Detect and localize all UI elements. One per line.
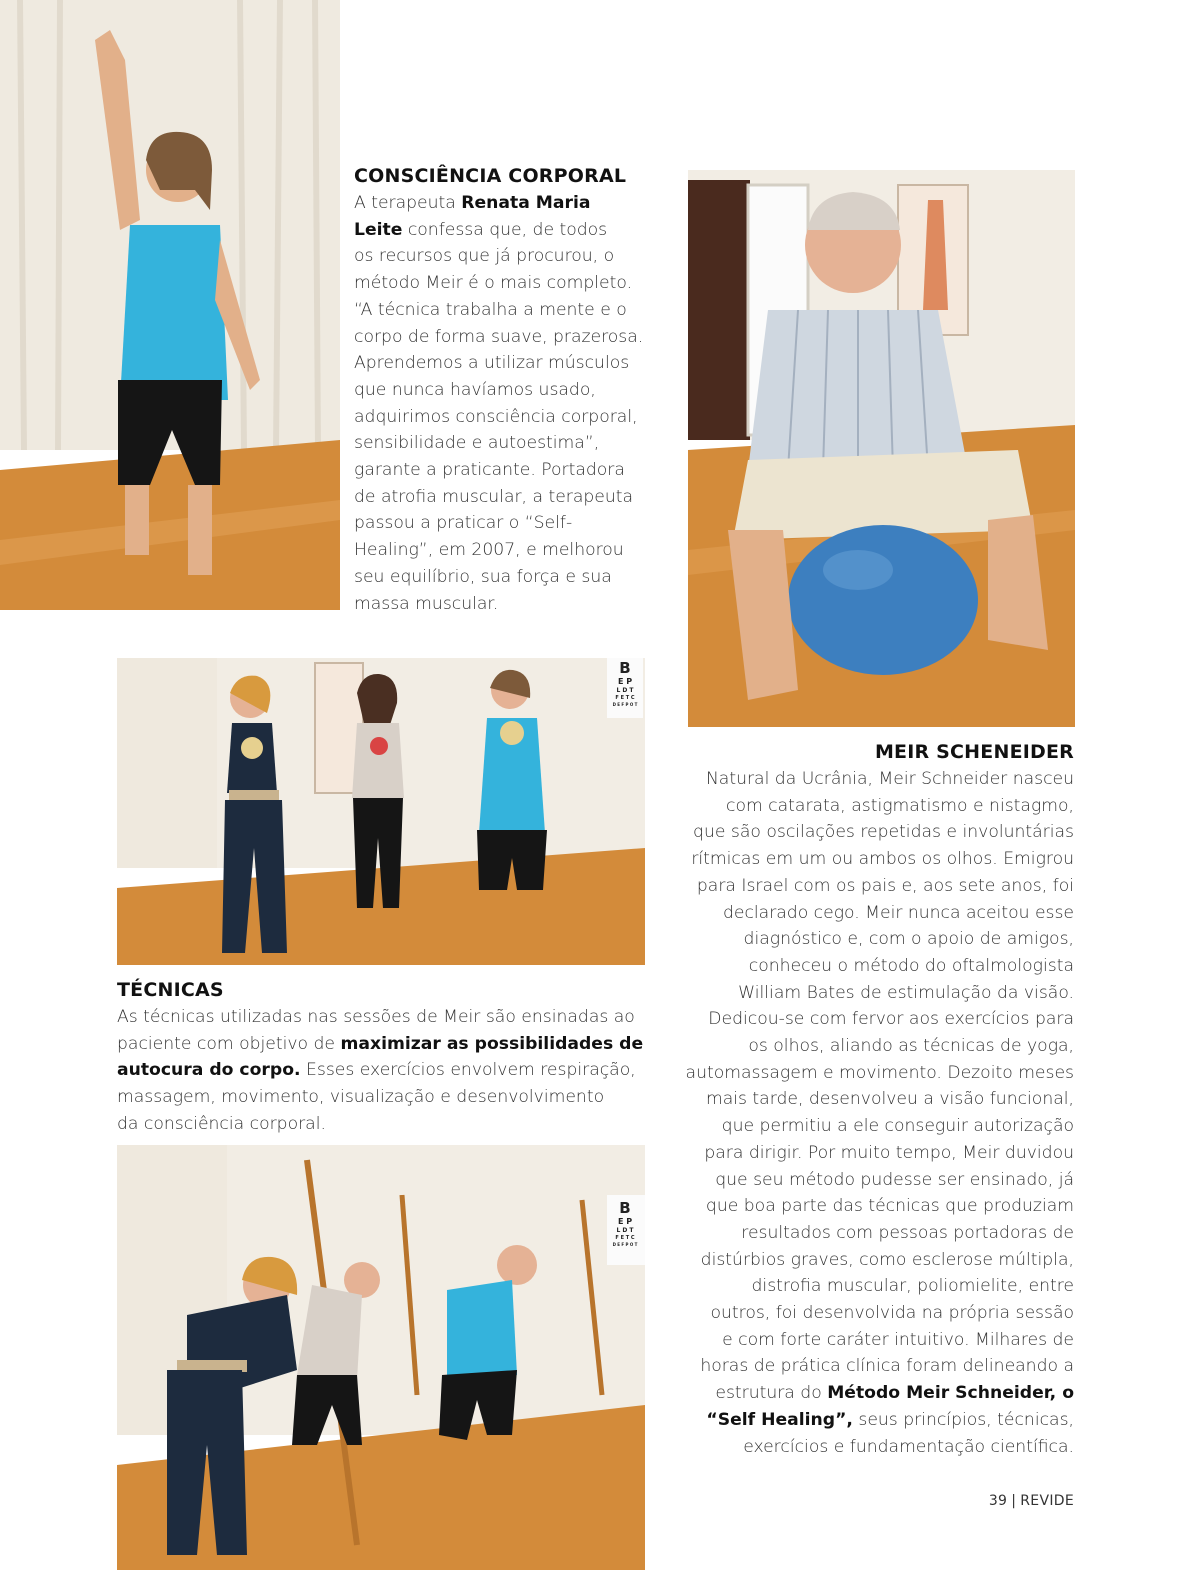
eye-chart-row: E P (617, 677, 633, 686)
text-line (117, 1111, 643, 1138)
text-line (354, 217, 643, 244)
text-run: William Bates de estimulação da visão. (738, 982, 1074, 1003)
photo-women-stretching-sticks (117, 1145, 645, 1570)
eye-chart-row: L D T (616, 687, 634, 694)
text-run: os olhos, aliando as técnicas de yoga, (748, 1036, 1074, 1057)
text-line (686, 1006, 1074, 1033)
text-line (686, 819, 1074, 846)
text-line (686, 1353, 1074, 1380)
text-run: rítmicas em um ou ambos os olhos. Emigrou (691, 849, 1074, 870)
text-run: que boa parte das técnicas que produziam (705, 1196, 1074, 1217)
text-line (686, 1193, 1074, 1220)
text-line (117, 1004, 643, 1031)
text-line (686, 953, 1074, 980)
eye-chart-row: F E T C (615, 695, 635, 701)
text-run: conheceu o método do oftalmologista (748, 955, 1074, 976)
photo-woman-raised-arm (0, 0, 340, 610)
text-run: confessa que, de todos (402, 219, 608, 240)
paragraph-meir-scheneider (686, 766, 1074, 1460)
text-run: método Meir é o mais completo. (354, 273, 633, 294)
eye-chart-row: L D T (616, 1227, 634, 1234)
text-run: adquirimos consciência corporal, (354, 406, 638, 427)
text-line (354, 297, 643, 324)
text-line (686, 766, 1074, 793)
bold-run: autocura do corpo. (117, 1060, 301, 1081)
text-line (686, 926, 1074, 953)
heading-meir-scheneider: MEIR SCHENEIDER (874, 741, 1074, 763)
text-line (354, 537, 643, 564)
text-line (686, 1380, 1074, 1407)
magazine-name: REVIDE (1020, 1493, 1074, 1509)
text-line (354, 510, 643, 537)
photo-three-women-balls (117, 658, 645, 965)
text-run: distrofia muscular, poliomielite, entre (751, 1276, 1074, 1297)
text-line (686, 1300, 1074, 1327)
eye-chart-row: D E F P O T (612, 1242, 638, 1247)
text-line (686, 900, 1074, 927)
text-line (354, 324, 643, 351)
text-run: Aprendemos a utilizar músculos (354, 353, 630, 374)
bold-run: Renata Maria (461, 193, 591, 213)
eye-chart-row: B (619, 1199, 631, 1217)
text-line (354, 484, 643, 511)
text-run: os recursos que já procurou, o (354, 246, 615, 267)
text-run: massa muscular. (354, 593, 499, 614)
text-run: paciente com objetivo de (117, 1033, 341, 1054)
eye-chart-row: F E T C (615, 1235, 635, 1241)
eye-chart-row: B (619, 659, 631, 677)
text-run: Esses exercícios envolvem respiração, (300, 1060, 636, 1081)
bold-run: Leite (354, 219, 403, 240)
text-run: seus princípios, técnicas, (852, 1409, 1074, 1430)
text-run: massagem, movimento, visualização e desenvolvimento (117, 1087, 605, 1108)
text-run: A terapeuta (354, 193, 462, 213)
text-run: que nunca havíamos usado, (354, 379, 596, 400)
text-line (354, 190, 643, 217)
heading-tecnicas: TÉCNICAS (117, 979, 224, 1001)
text-run: e com forte caráter intuitivo. Milhares de (722, 1329, 1074, 1350)
text-run: da consciência corporal. (117, 1113, 326, 1134)
text-line (686, 1327, 1074, 1354)
text-line (354, 350, 643, 377)
paragraph-tecnicas (117, 1004, 643, 1138)
text-run: horas de prática clínica foram delineando a (700, 1356, 1074, 1377)
text-line (686, 1247, 1074, 1274)
text-line (354, 243, 643, 270)
text-line (686, 846, 1074, 873)
text-run: sensibilidade e autoestima”, (354, 433, 600, 454)
text-line (354, 430, 643, 457)
text-line (686, 1407, 1074, 1434)
text-line (686, 873, 1074, 900)
text-run: passou a praticar o “Self- (354, 513, 573, 534)
text-line (686, 1273, 1074, 1300)
eye-chart-row: E P (617, 1217, 633, 1226)
text-line (686, 980, 1074, 1007)
text-line (354, 404, 643, 431)
text-run: declarado cego. Meir nunca aceitou esse (722, 902, 1074, 923)
text-line (354, 377, 643, 404)
text-run: exercícios e fundamentação científica. (743, 1436, 1074, 1457)
text-run: para dirigir. Por muito tempo, Meir duvidou (704, 1142, 1074, 1163)
text-run: corpo de forma suave, prazerosa. (354, 326, 644, 347)
eye-chart-bottom (608, 1200, 642, 1248)
text-run: “A técnica trabalha a mente e o (354, 299, 627, 320)
text-line (686, 1167, 1074, 1194)
text-run: diagnóstico e, com o apoio de amigos, (743, 929, 1074, 950)
text-line (117, 1057, 643, 1084)
text-run: seu equilíbrio, sua força e sua (354, 566, 612, 587)
photo-man-on-ball (688, 170, 1075, 727)
text-line (117, 1084, 643, 1111)
text-run: As técnicas utilizadas nas sessões de Meir são ensinadas ao (117, 1007, 635, 1027)
text-line (117, 1031, 643, 1058)
paragraph-consciencia-corporal (354, 190, 643, 617)
text-run: Healing”, em 2007, e melhorou (354, 540, 624, 561)
text-run: garante a praticante. Portadora (354, 460, 625, 481)
text-line (686, 1434, 1074, 1461)
text-run: que são oscilações repetidas e involuntárias (693, 822, 1074, 843)
text-run: Dedicou-se com fervor aos exercícios para (708, 1009, 1074, 1030)
text-line (686, 1113, 1074, 1140)
text-run: com catarata, astigmatismo e nistagmo, (726, 795, 1074, 816)
text-line (686, 1033, 1074, 1060)
text-line (686, 1086, 1074, 1113)
text-run: estrutura do (715, 1383, 828, 1404)
text-run: mais tarde, desenvolveu a visão funcional, (705, 1089, 1074, 1110)
text-run: para Israel com os pais e, aos sete anos, foi (696, 875, 1074, 896)
bold-run: maximizar as possibilidades de (340, 1033, 644, 1054)
text-run: que seu método pudesse ser ensinado, já (715, 1169, 1074, 1190)
text-run: resultados com pessoas portadoras de (741, 1222, 1074, 1243)
folio-separator: | (1011, 1493, 1017, 1509)
text-line (354, 457, 643, 484)
text-run: automassagem e movimento. Dezoito meses (685, 1062, 1074, 1083)
text-run: de atrofia muscular, a terapeuta (354, 486, 634, 507)
text-line (686, 1060, 1074, 1087)
text-line (354, 564, 643, 591)
text-line (686, 793, 1074, 820)
eye-chart-top (608, 660, 642, 708)
text-line (354, 270, 643, 297)
eye-chart-row: D E F P O T (612, 702, 638, 707)
page-folio (989, 1493, 1074, 1509)
text-line (354, 591, 643, 618)
text-line (686, 1140, 1074, 1167)
text-run: Natural da Ucrânia, Meir Schneider nasceu (705, 769, 1074, 789)
text-run: outros, foi desenvolvida na própria sessão (710, 1303, 1074, 1324)
heading-consciencia-corporal: CONSCIÊNCIA CORPORAL (354, 165, 627, 187)
bold-run: “Self Healing”, (706, 1409, 853, 1430)
page-number: 39 (988, 1493, 1008, 1509)
text-run: que permitiu a ele conseguir autorização (721, 1116, 1074, 1137)
text-line (686, 1220, 1074, 1247)
bold-run: Método Meir Schneider, o (827, 1383, 1074, 1404)
text-run: distúrbios graves, como esclerose múltipla, (700, 1249, 1074, 1270)
